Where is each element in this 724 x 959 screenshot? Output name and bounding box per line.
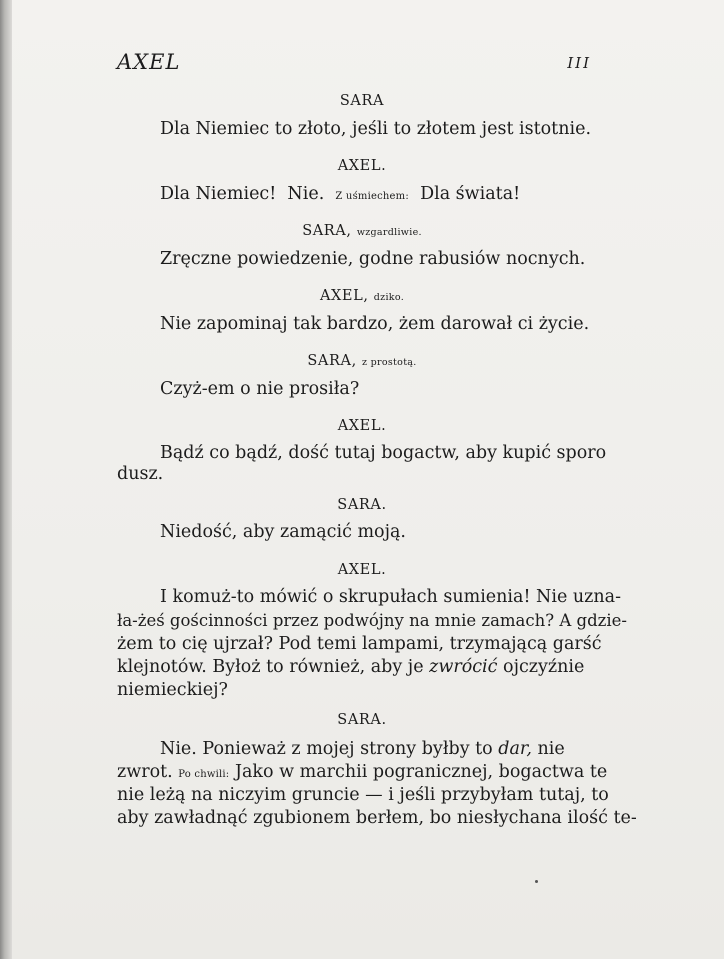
speaker-heading: AXEL, dziko. [319,288,405,304]
dialogue-line: I komuż-to mówić o skrupułach sumienia! Nie uzna- [160,587,621,607]
dialogue-line: dusz. [117,464,164,484]
speaker-heading: AXEL. [337,562,387,578]
dialogue-line: Bądź co bądź, dość tutaj bogactw, aby kupić sporo [160,443,607,463]
dialogue-line: Niedość, aby zamącić moją. [160,522,406,542]
speaker-heading: AXEL. [337,158,387,174]
dialogue-line: Dla Niemiec to złoto, jeśli to złotem jest istotnie. [160,119,592,139]
dialogue-line: Czyż-em o nie prosiła? [160,379,360,399]
book-spine-shadow [0,0,12,959]
speaker-heading: SARA, z prostotą. [307,353,417,369]
stage-direction: Z uśmiechem: [335,191,409,202]
speaker-heading: SARA, wzgardliwie. [302,223,422,239]
dialogue-line: Nie. Ponieważ z mojej strony byłby to dar, nie [160,739,565,759]
stage-direction: dziko. [373,292,405,303]
speaker-heading: SARA [339,93,385,109]
dialogue-line: zwrot. Po chwili: Jako w marchii pogranicznej, bogactwa te [117,762,608,782]
stage-direction: wzgardliwie. [356,227,422,238]
speaker-heading: AXEL. [337,418,387,434]
dialogue-line: niemieckiej? [117,680,228,700]
ink-speck [535,880,538,883]
page-number: III [567,54,591,72]
stage-direction: z prostotą. [362,357,417,368]
speaker-heading: SARA. [337,497,387,513]
dialogue-line: ła-żeś gościnności przez podwójny na mnie zamach? A gdzie- [117,611,627,630]
dialogue-line: żem to cię ujrzał? Pod temi lampami, trzymającą garść [117,634,602,654]
speaker-heading: SARA. [337,712,387,728]
emphasis: zwrócić [429,657,498,677]
dialogue-line: Dla Niemiec! Nie. Z uśmiechem: Dla świata! [160,184,521,204]
dialogue-line: Nie zapominaj tak bardzo, żem darował ci życie. [160,314,590,334]
running-head-title: AXEL [117,50,181,74]
dialogue-line: aby zawładnąć zgubionem berłem, bo niesłychana ilość te- [117,808,637,828]
dialogue-line: klejnotów. Byłoż to również, aby je zwrócić ojczyźnie [117,657,585,677]
stage-direction: Po chwili: [178,769,230,780]
dialogue-line: nie leżą na niczyim gruncie — i jeśli przybyłam tutaj, to [117,785,609,805]
dialogue-line: Zręczne powiedzenie, godne rabusiów nocnych. [160,249,586,269]
emphasis: dar, [498,739,532,759]
